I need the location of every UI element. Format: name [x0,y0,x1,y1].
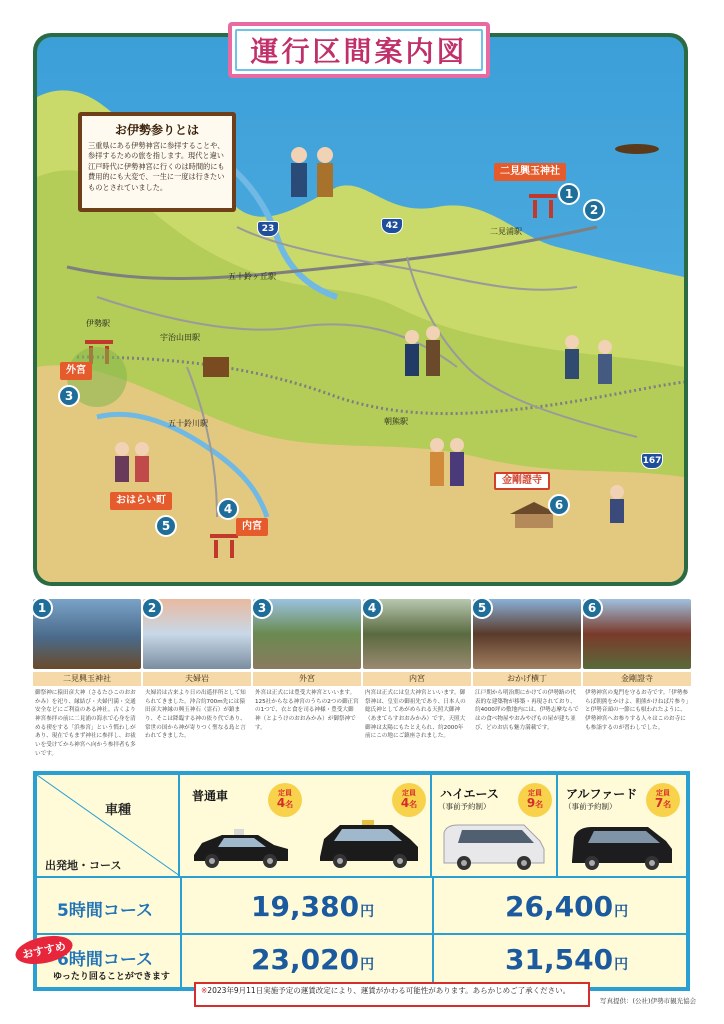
van-hiace-icon [440,819,548,873]
spot-name: 夫婦岩 [143,672,251,686]
header-route: 出発地・コース [45,859,122,872]
vehicle-note: （事前予約制） [438,802,491,811]
vehicle-col-standard [180,775,432,876]
spot-description: 伊勢神宮の鬼門を守るお寺です。「伊勢参らば朝熊をかけよ、朝熊かけねば片参り」と伊勢音頭の一節にも唄われたように、伊勢神宮へお参りする人々はこのお寺にも参詣するのが習わしでした。 [585,690,689,731]
spot-description: 御祭神に猿田彦大神（さるたひこのおおかみ）を祀り、縁結び・夫婦円満・交通安全などにご利益のある神社。古くより神宮参拝の前に二見浦の海水で心身を清める禊をする「浜参宮」という慣わしがあり、現在でもまず神社に参拝し、お祓いを受けてから神宮へ向かう参拝者も多いです。 [35,690,136,757]
spot-description: 江戸期から明治期にかけての伊勢路の代表的な建築物が移築・再現されており、約4000坪の敷地内には、伊勢志摩ならではの食べ物屋やおみやげもの屋が建ち並び、どのお店も魅力満載です。 [475,690,579,731]
route-167-sign: 167 [641,453,663,469]
course-row [37,876,686,933]
map-label-naiku: 内宮 [236,518,268,536]
vehicle-name: アルファード [566,787,638,801]
course-name: 5時間コース [57,901,153,921]
route-42-sign: 42 [381,218,403,234]
van-alphard-icon [568,819,676,873]
spot-number: 6 [581,597,603,619]
station-isuzugawa: 五十鈴川駅 [168,419,208,428]
course-row [37,933,686,987]
table-header-corner [37,775,180,876]
station-ujiyamada: 宇治山田駅 [160,333,200,342]
station-ise: 伊勢駅 [86,319,110,328]
map-marker-4: 4 [217,498,239,520]
spot-number: 2 [141,597,163,619]
taxi-jpn-icon [314,817,424,871]
map-marker-2: 2 [583,199,605,221]
vehicle-note: （事前予約制） [564,802,617,811]
spot-name: 外宮 [253,672,361,686]
spot-number: 1 [31,597,53,619]
map-label-geku: 外宮 [60,362,92,380]
map-label-kongosho: 金剛證寺 [494,472,550,490]
intro-board [78,112,236,212]
map-marker-1: 1 [558,183,580,205]
spot-number: 5 [471,597,493,619]
map-label-futami: 二見興玉神社 [494,163,566,181]
spot-name: 内宮 [363,672,471,686]
map-title: 運行区間案内図 [228,22,490,78]
route-23-sign: 23 [257,221,279,237]
spot-number: 3 [251,597,273,619]
spot-name: おかげ横丁 [473,672,581,686]
vehicle-name: ハイエース [440,787,499,801]
price-standard: 19,380円 [251,890,375,923]
fare-notice: ※2023年9月11日実施予定の運賃改定により、運賃がかわる可能性があります。あらかじめご了承ください。 [194,982,590,1007]
intro-body: 三重県にある伊勢神宮に参拝することや、参拝するための旅を指します。現代と違い江戸時代に伊勢神宮に行くのは時間的にも費用的にも大変で、一生に一度は行きたいものとされていました。 [88,141,225,192]
capacity-badge: 定員 4名 [392,783,426,817]
station-isuzugaoka: 五十鈴ヶ丘駅 [228,272,276,281]
price-standard: 23,020円 [251,943,375,976]
price-table [21,771,690,991]
course-note: ゆったり回ることができます [53,972,170,982]
map-marker-3: 3 [58,385,80,407]
spot-cards [33,597,691,757]
spot-card [33,597,141,757]
spot-number: 4 [361,597,383,619]
spot-card [583,597,691,752]
spot-card [253,597,361,752]
taxi-sedan-icon [188,821,294,871]
capacity-badge: 定員 7名 [646,783,680,817]
vehicle-name: 普通車 [192,789,229,803]
header-vehicle-type: 車種 [105,803,132,818]
price-van: 31,540円 [505,943,629,976]
vehicle-col-alphard [558,775,686,876]
intro-title: お伊勢参りとは [114,123,199,137]
recommend-badge: おすすめ [13,931,75,968]
photo-credit: 写真提供：(公社)伊勢市観光協会 [600,997,697,1005]
spot-name: 二見興玉神社 [33,672,141,686]
spot-description: 外宮は正式には豊受大神宮といいます。125社からなる神宮のうちの2つの御正宮の1つで、衣と食を司る神様・豊受大御神（とようけのおおみかみ）が御祭神です。 [255,690,359,731]
capacity-badge: 定員 9名 [518,783,552,817]
spot-card [143,597,251,752]
spot-description: 内宮は正式には皇大神宮といいます。御祭神は、皇室の御祖先であり、日本人の総氏神としてあがめられる天照大御神（あまてらすおおみかみ）です。天照大御神は太陽にもたとえられ、約2000年前にこの地にご鎮座されました。 [365,690,466,740]
vehicle-col-hiace [432,775,558,876]
spot-description: 夫婦岩は古来より日の出遥拝所として知られてきました。沖合約700m先には猿田彦大神縁の興玉神石（霊石）が鎮まり、そこは降臨する神の依り代であり、常世の国から神が寄りつく聖なる島と言われてきました。 [145,690,246,740]
course-name: 6時間コース [57,950,153,970]
spot-card [363,597,471,752]
map-marker-5: 5 [155,515,177,537]
capacity-badge: 定員 4名 [268,783,302,817]
price-van: 26,400円 [505,890,629,923]
station-futaminoura: 二見浦駅 [490,227,522,236]
map-marker-6: 6 [548,494,570,516]
map-label-oharai: おはらい町 [110,492,172,510]
spot-card [473,597,581,752]
station-asama: 朝熊駅 [384,417,408,426]
spot-name: 金剛證寺 [583,672,691,686]
